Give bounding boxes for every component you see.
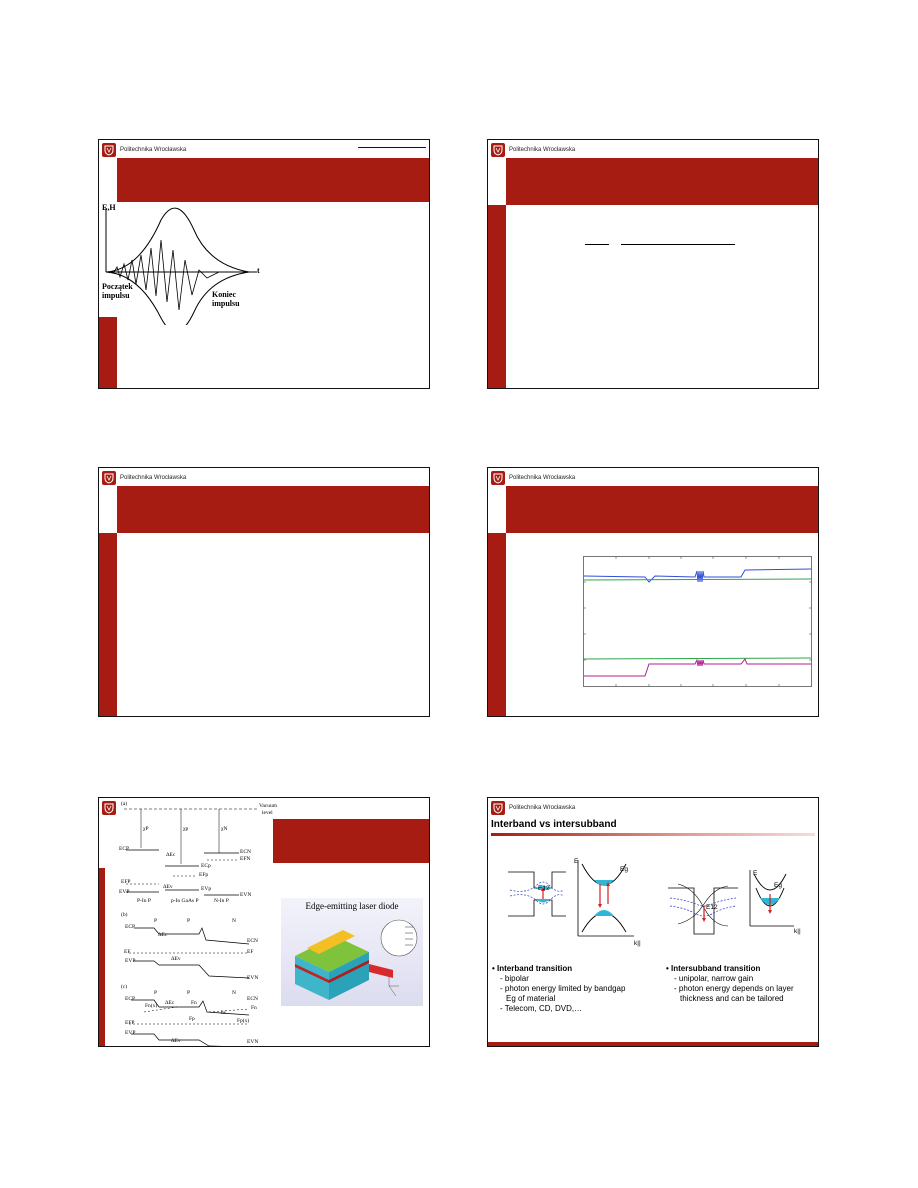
panel-a-label: (a) xyxy=(121,801,128,807)
fraction-bar-1 xyxy=(585,244,609,245)
b-ECN-label: ECN xyxy=(247,938,258,944)
slide-1 xyxy=(98,139,430,389)
EVp-label: EVp xyxy=(201,886,212,892)
axis-y-label: E,H xyxy=(102,203,116,212)
intersubband-heading xyxy=(666,964,760,974)
university-logo xyxy=(102,471,116,485)
intersubband-point-2b: thickness and can be tailored xyxy=(680,994,784,1003)
slide-4 xyxy=(487,467,819,717)
laser-diode-illustration xyxy=(281,898,423,1006)
interband-point-1: - bipolar xyxy=(500,974,529,983)
bandgap-label-right: Eg xyxy=(774,882,782,889)
pulse-end-label: Koniec xyxy=(212,290,236,299)
university-logo xyxy=(491,801,505,815)
title-banner xyxy=(273,819,429,863)
pulse-end-label-2: impulsu xyxy=(212,299,240,308)
EVN-label: EVN xyxy=(240,892,252,898)
shield-crest-icon xyxy=(491,801,505,815)
left-accent-bar xyxy=(488,533,506,717)
ECP-label: ECP xyxy=(119,846,130,852)
energy-axis-label-right: E xyxy=(753,870,758,877)
university-logo xyxy=(491,471,505,485)
material-P-label: P-In P xyxy=(137,898,151,904)
b-EVP-label: EVP xyxy=(125,958,136,964)
laser-diode-title: Edge-emitting laser diode xyxy=(305,901,399,911)
c-Fpx-label: Fp(x) xyxy=(237,1018,250,1024)
university-name: Politechnika Wrocławska xyxy=(509,475,576,481)
pulse-start-label: Początek xyxy=(102,282,133,291)
b-EVN-label: EVN xyxy=(247,975,259,981)
c-Fn-label: Fn xyxy=(191,1000,197,1006)
header-rule xyxy=(358,147,426,148)
E12-label-right: E12 xyxy=(706,904,718,911)
university-name: Politechnika Wrocławska xyxy=(509,805,576,811)
EFp-label: EFp xyxy=(199,872,209,878)
university-logo xyxy=(491,143,505,157)
c-EVP-label: EVP xyxy=(125,1030,136,1036)
interband-point-3: - Telecom, CD, DVD,… xyxy=(500,1004,583,1013)
c-Fnx-label: Fn(x) xyxy=(145,1003,158,1009)
material-p-label: p-In GaAs P xyxy=(171,898,199,904)
b-dEv-label: ΔEv xyxy=(171,956,181,962)
ECN-label: ECN xyxy=(240,849,251,855)
c-ECN-label: ECN xyxy=(247,996,258,1002)
intersubband-diagram xyxy=(666,868,796,948)
E12-label: E12 xyxy=(538,885,550,892)
c-p-label: P xyxy=(187,990,191,996)
panel-b-label: (b) xyxy=(121,912,128,918)
b-N-label: N xyxy=(232,918,236,924)
b-EF-right-label: EF xyxy=(247,949,254,955)
fraction-bar-2 xyxy=(621,244,735,245)
university-name: Politechnika Wrocławska xyxy=(509,147,576,153)
c-N-label: N xyxy=(232,990,236,996)
EFP-label: EFP xyxy=(121,879,131,885)
university-name: Politechnika Wrocławska xyxy=(120,475,187,481)
intersubband-point-1: - unipolar, narrow gain xyxy=(674,974,754,983)
interband-heading-text: • Interband transition xyxy=(492,964,573,973)
interband-point-2: - photon energy limited by bandgap xyxy=(500,984,626,993)
b-EF-left-label: EF xyxy=(124,949,131,955)
c-EVN-label: EVN xyxy=(247,1039,259,1045)
pulse-start-label-2: impulsu xyxy=(102,291,130,300)
dEv-label: ΔEv xyxy=(163,884,173,890)
b-p-label: P xyxy=(187,918,191,924)
slide-6 xyxy=(487,797,819,1047)
laser-diode-icon xyxy=(281,912,423,1006)
b-ECP-label: ECP xyxy=(125,924,136,930)
title-banner xyxy=(506,158,818,205)
c-hv-label: hν xyxy=(221,1010,227,1016)
vacuum-label-2: level xyxy=(262,810,273,816)
chi-N-label: χN xyxy=(221,826,228,832)
title-banner xyxy=(117,158,429,202)
axis-x-label: t xyxy=(257,266,260,275)
slide-2 xyxy=(487,139,819,389)
slide-title: Interband vs intersubband xyxy=(491,819,617,830)
shield-crest-icon xyxy=(491,471,505,485)
shield-crest-icon xyxy=(491,143,505,157)
EFN-label: EFN xyxy=(240,856,251,862)
c-EFP-label: EFP xyxy=(125,1020,135,1026)
chi-p-label: χp xyxy=(183,826,189,832)
slide-5 xyxy=(98,797,430,1047)
left-accent-bar xyxy=(99,317,117,389)
c-Fp-label: Fp xyxy=(189,1016,195,1022)
shield-crest-icon xyxy=(102,143,116,157)
b-P-label: P xyxy=(154,918,158,924)
band-profile-plot xyxy=(583,556,813,688)
c-P-label: P xyxy=(154,990,158,996)
university-name: Politechnika Wrocławska xyxy=(120,147,187,153)
k-axis-label-right: k|| xyxy=(794,928,801,935)
title-banner xyxy=(506,486,818,533)
bandgap-label: Eg xyxy=(620,866,628,873)
material-N-label: N-In P xyxy=(214,898,229,904)
left-accent-bar xyxy=(99,533,117,717)
chi-P-label: χP xyxy=(143,826,149,832)
c-Fn2-label: Fn xyxy=(251,1005,257,1011)
energy-axis-label: E xyxy=(574,858,579,865)
bottom-rule xyxy=(488,1042,818,1046)
interband-diagram xyxy=(506,856,636,954)
c-dEv-label: ΔEv xyxy=(171,1038,181,1044)
interband-heading xyxy=(492,964,572,974)
vacuum-label: Vacuum xyxy=(259,803,278,809)
pulse-diagram xyxy=(99,200,269,325)
intersubband-heading-text: • Intersubband transition xyxy=(666,964,761,973)
c-ECP-label: ECP xyxy=(125,996,136,1002)
dEc-label: ΔEc xyxy=(166,852,176,858)
panel-c-label: (c) xyxy=(121,984,128,990)
shield-crest-icon xyxy=(102,471,116,485)
intersubband-point-2: - photon energy depends on layer xyxy=(674,984,794,993)
EVP-label: EVP xyxy=(119,889,130,895)
title-rule xyxy=(491,833,815,836)
ECp-label: ECp xyxy=(201,863,211,869)
university-logo xyxy=(102,143,116,157)
title-banner xyxy=(117,486,429,533)
slide-3 xyxy=(98,467,430,717)
c-dEc-label: ΔEc xyxy=(165,1000,175,1006)
interband-point-2b: Eg of material xyxy=(506,994,556,1003)
left-accent-bar xyxy=(488,205,506,389)
b-dEc-label: ΔEc xyxy=(158,932,168,938)
k-axis-label: k|| xyxy=(634,940,641,947)
